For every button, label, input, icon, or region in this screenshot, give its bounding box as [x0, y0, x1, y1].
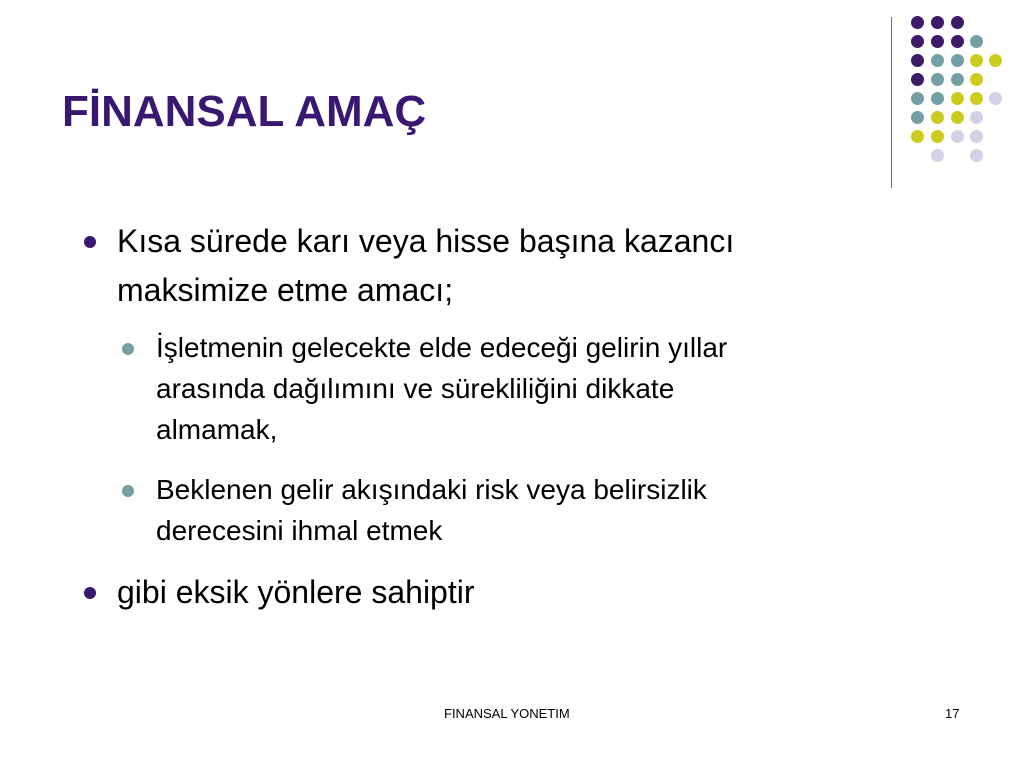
sub-bullet-dot: [122, 343, 134, 355]
decor-dot-purple: [931, 16, 944, 29]
decor-dot-purple: [951, 35, 964, 48]
sub-bullet-text-line: Beklenen gelir akışındaki risk veya belirsizlik: [156, 474, 707, 505]
decor-dot-yellow: [931, 111, 944, 124]
decor-dot-yellow: [989, 54, 1002, 67]
decor-dot-purple: [911, 16, 924, 29]
decor-dot-yellow: [911, 130, 924, 143]
decorative-divider-line: [891, 17, 892, 188]
decor-dot-yellow: [970, 92, 983, 105]
decor-dot-yellow: [970, 54, 983, 67]
sub-bullet-text-line: derecesini ihmal etmek: [156, 515, 443, 546]
decor-dot-purple: [911, 35, 924, 48]
decor-dot-teal: [951, 73, 964, 86]
decor-dot-teal: [970, 35, 983, 48]
decor-dot-teal: [911, 92, 924, 105]
sub-bullet-text-line: arasında dağılımını ve sürekliliğini dikkate: [156, 373, 675, 404]
slide-title: FİNANSAL AMAÇ: [62, 87, 427, 136]
decor-dot-teal: [931, 73, 944, 86]
decor-dot-lavender: [989, 92, 1002, 105]
decor-dot-teal: [931, 92, 944, 105]
decor-dot-teal: [911, 111, 924, 124]
decor-dot-purple: [911, 54, 924, 67]
sub-bullet-dot: [122, 485, 134, 497]
bullet-text-line: gibi eksik yönlere sahiptir: [117, 574, 475, 610]
bullet-text-line: maksimize etme amacı;: [117, 272, 454, 308]
decor-dot-yellow: [970, 73, 983, 86]
bullet-dot: [84, 587, 96, 599]
decor-dot-lavender: [970, 149, 983, 162]
decor-dot-yellow: [931, 130, 944, 143]
decor-dot-purple: [911, 73, 924, 86]
page-number: 17: [945, 706, 960, 721]
decor-dot-yellow: [951, 92, 964, 105]
sub-bullet-text-line: almamak,: [156, 414, 278, 445]
footer-text: FINANSAL YONETIM: [444, 706, 570, 721]
bullet-text-line: Kısa sürede karı veya hisse başına kazancı: [117, 223, 735, 259]
bullet-dot: [84, 236, 96, 248]
decor-dot-teal: [931, 54, 944, 67]
decor-dot-teal: [951, 54, 964, 67]
decor-dot-lavender: [951, 130, 964, 143]
decor-dot-yellow: [951, 111, 964, 124]
decor-dot-purple: [951, 16, 964, 29]
decor-dot-lavender: [931, 149, 944, 162]
decor-dot-lavender: [970, 130, 983, 143]
decor-dot-lavender: [970, 111, 983, 124]
sub-bullet-text-line: İşletmenin gelecekte elde edeceği gelirin yıllar: [156, 332, 728, 363]
decor-dot-purple: [931, 35, 944, 48]
